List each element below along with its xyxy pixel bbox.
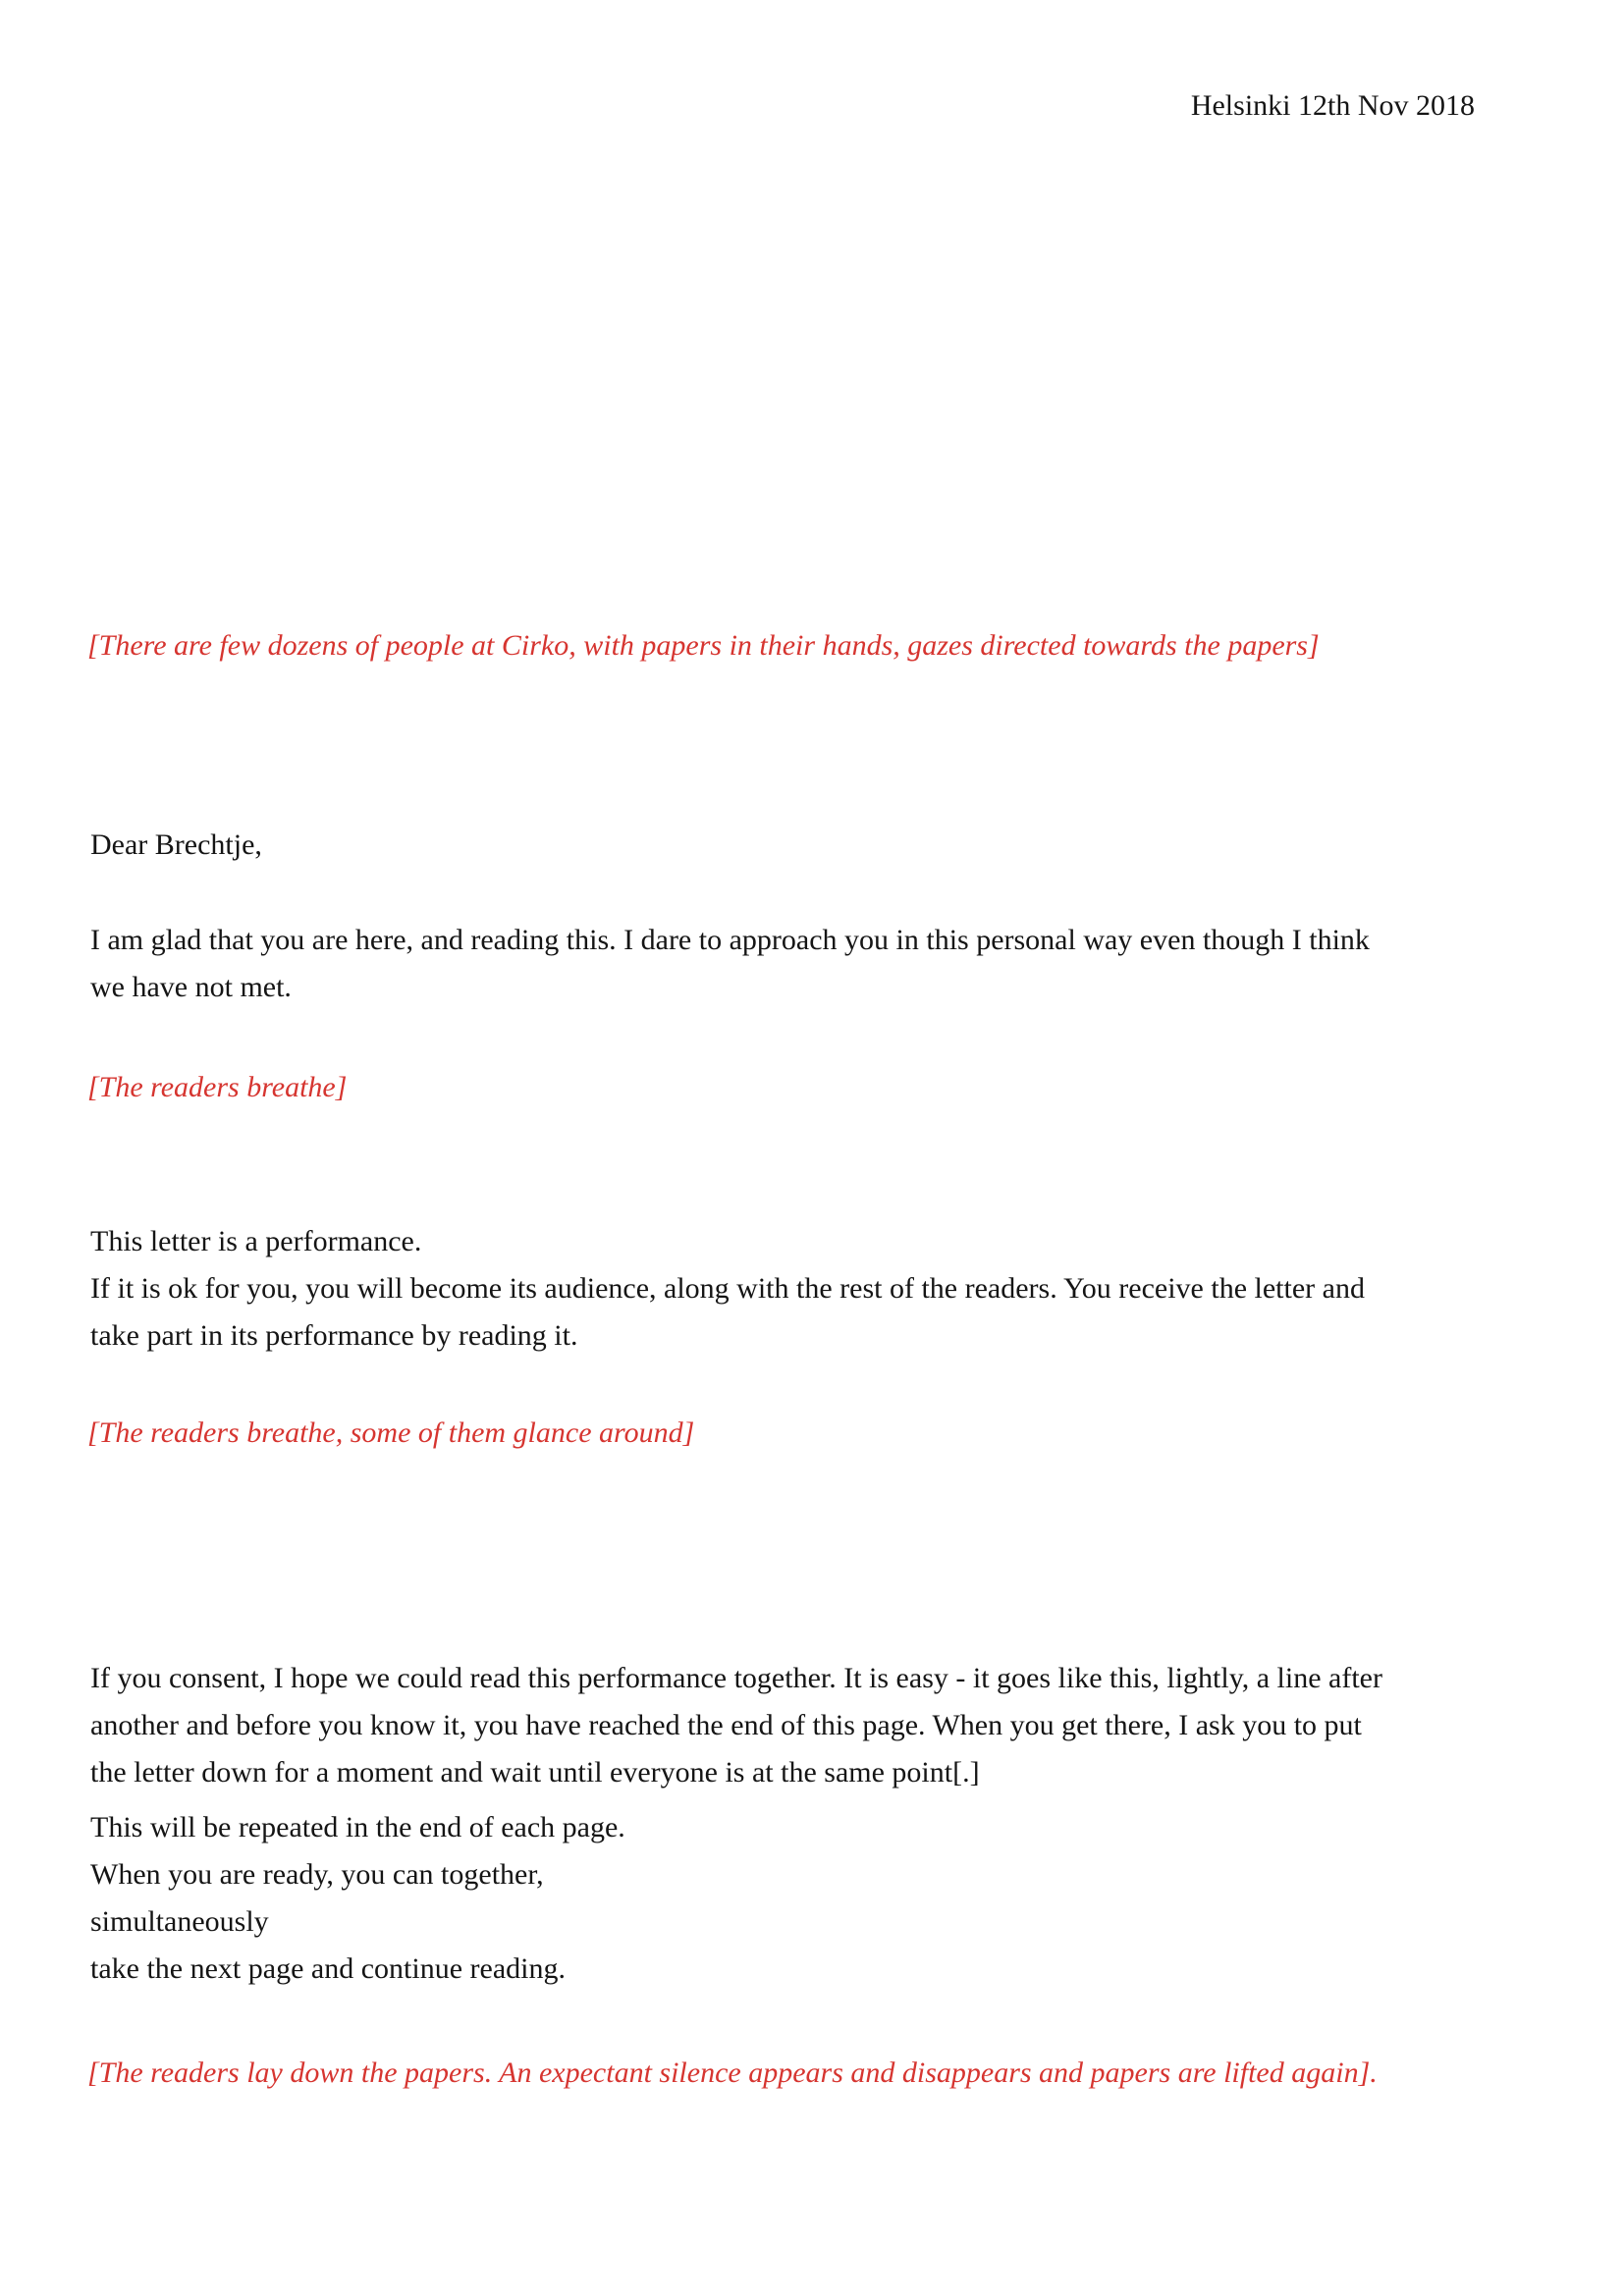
paragraph-3-line-6: simultaneously [90,1905,269,1938]
paragraph-3-line-5: When you are ready, you can together, [90,1858,544,1891]
stage-direction-1: [There are few dozens of people at Cirko, with papers in their hands, gazes directed towards the papers] [87,629,1320,662]
paragraph-3-line-7: take the next page and continue reading. [90,1952,566,1985]
paragraph-2-line-2: If it is ok for you, you will become its audience, along with the rest of the readers. You receive the letter and [90,1272,1365,1305]
paragraph-2-line-3: take part in its performance by reading it. [90,1319,578,1352]
paragraph-3-line-1: If you consent, I hope we could read this performance together. It is easy - it goes like this, lightly, a line after [90,1662,1382,1694]
paragraph-3-line-4: This will be repeated in the end of each page. [90,1811,625,1843]
paragraph-3-line-2: another and before you know it, you have reached the end of this page. When you get there, I ask you to put [90,1709,1362,1741]
salutation: Dear Brechtje, [90,828,262,861]
paragraph-1-line-2: we have not met. [90,971,292,1003]
stage-direction-2: [The readers breathe] [87,1071,348,1103]
paragraph-3-line-3: the letter down for a moment and wait until everyone is at the same point[.] [90,1756,980,1789]
stage-direction-4: [The readers lay down the papers. An expectant silence appears and disappears and papers are lifted again]. [87,2056,1378,2089]
paragraph-1-line-1: I am glad that you are here, and reading this. I dare to approach you in this personal way even though I think [90,924,1370,956]
letter-date: Helsinki 12th Nov 2018 [1190,89,1475,122]
paragraph-2-line-1: This letter is a performance. [90,1225,422,1257]
stage-direction-3: [The readers breathe, some of them glance around] [87,1416,695,1449]
